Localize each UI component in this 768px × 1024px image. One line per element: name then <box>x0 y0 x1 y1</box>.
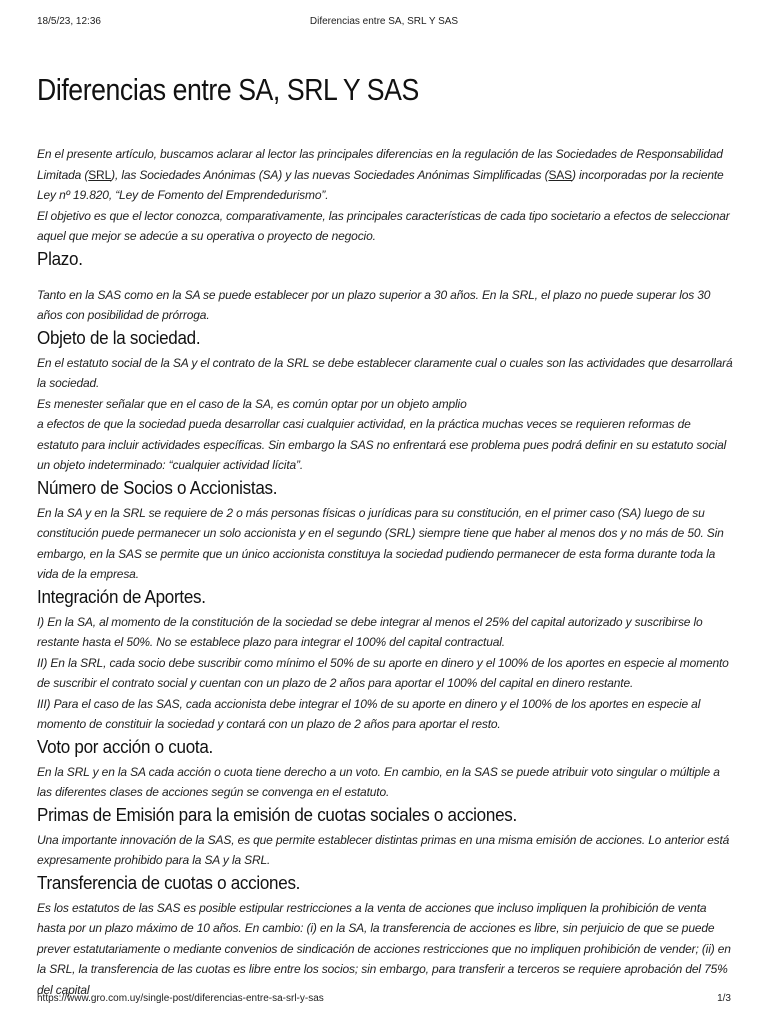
print-page-title: Diferencias entre SA, SRL Y SAS <box>309 16 459 27</box>
intro-paragraph-2: El objetivo es que el lector conozca, comparativamente, las principales características de cada tipo societario a efectos de seleccionar aquel que mejor se adecúe a su operativa o proyecto de negocio. <box>37 208 730 243</box>
section-paragraph: Tanto en la SAS como en la SA se puede establecer por un plazo superior a 30 años. En la SRL, el plazo no puede superar los 30 años con posibilidad de prórroga. <box>37 287 711 322</box>
section-paragraph: a efectos de que la sociedad pueda desarrollar casi cualquier actividad, en la práctica muchas veces se requieren reformas de estatuto para incluir actividades específicas. Sin embargo la SAS no enfrentará ese problema pues podrá definir en su estatuto social un objeto indeterminado: “cualquier actividad lícita”. <box>37 417 727 472</box>
section-heading-transferencia: Transferencia de cuotas o acciones. <box>37 871 301 893</box>
section-heading-aportes: Integración de Aportes. <box>37 585 206 607</box>
section-paragraph: Es los estatutos de las SAS es posible estipular restricciones a la venta de acciones que incluso impliquen la prohibición de venta hasta por un plazo máximo de 10 años. En cambio: (i) en la SA, la transferencia de acciones es libre, sin perjuicio de que se puede prever estatutariamente o mediante convenios de sindicación de acciones restricciones que no impliquen prohibición de vender; (ii) en la SRL, la transferencia de las cuotas es libre entre los socios; sin embargo, para transferir a terceros se requiere aprobación del 75% del capital <box>37 900 731 997</box>
print-footer <box>37 993 731 1007</box>
section-paragraph: En la SRL y en la SA cada acción o cuota tiene derecho a un voto. En cambio, en la SAS se puede atribuir voto singular o múltiple a las diferentes clases de acciones según se convenga en el estatuto. <box>37 764 720 799</box>
intro-paragraph-1: En el presente artículo, buscamos aclarar al lector las principales diferencias en la regulación de las Sociedades de Responsabilidad Limitada (SRL), las Sociedades Anónimas (SA) y las nuevas Sociedades Anónimas Simplificadas (SAS) incorporadas por la reciente Ley nº 19.820, “Ley de Fomento del Emprendedurismo”. <box>37 147 724 202</box>
section-heading-socios: Número de Socios o Accionistas. <box>37 476 278 498</box>
section-heading-primas: Primas de Emisión para la emisión de cuotas sociales o acciones. <box>37 803 517 825</box>
section-heading-plazo: Plazo. <box>37 247 83 269</box>
article-intro <box>37 144 733 247</box>
section-heading-voto: Voto por acción o cuota. <box>37 735 213 757</box>
article-title: Diferencias entre SA, SRL Y SAS <box>37 72 419 107</box>
section-paragraph: En la SA y en la SRL se requiere de 2 o más personas físicas o jurídicas para su constitución, en el primer caso (SA) luego de su constitución puede permanecer un solo accionista y en el segundo (SRL) siempre tiene que haber al menos dos y no más de 50. Sin embargo, en la SAS se permite que un único accionista constituya la sociedad pudiendo permanecer de esta forma durante toda la vida de la empresa. <box>37 505 724 581</box>
sas-link[interactable]: SAS <box>548 167 572 182</box>
page-number: 1/3 <box>717 993 731 1004</box>
section-paragraph: I) En la SA, al momento de la constitución de la sociedad se debe integrar al menos el 25% del capital autorizado y suscribirse lo restante hasta el 50%. No se establece plazo para integrar el 100% del capital contractual. <box>37 614 703 649</box>
print-datetime: 18/5/23, 12:36 <box>37 16 101 27</box>
section-paragraph: II) En la SRL, cada socio debe suscribir como mínimo el 50% de su aporte en dinero y el 100% de los aportes en especie al momento de suscribir el contrato social y cuentan con un plazo de 2 años para aportar el 100% del capital en dinero restante. <box>37 655 729 690</box>
section-paragraph: III) Para el caso de las SAS, cada accionista debe integrar el 10% de su aporte en dinero y el 100% de los aportes en especie al momento de constituir la sociedad y contará con un plazo de 2 años para aportar el resto. <box>37 696 701 731</box>
article <box>37 70 733 1000</box>
page-url-link[interactable]: https://www.gro.com.uy/single-post/diferencias-entre-sa-srl-y-sas <box>37 993 324 1004</box>
section-paragraph: Una importante innovación de la SAS, es que permite establecer distintas primas en una misma emisión de acciones. Lo anterior está expresamente prohibido para la SA y la SRL. <box>37 832 730 867</box>
section-heading-objeto: Objeto de la sociedad. <box>37 326 201 348</box>
srl-link[interactable]: SRL <box>88 167 112 182</box>
section-paragraph: Es menester señalar que en el caso de la SA, es común optar por un objeto amplio <box>37 396 467 411</box>
print-header <box>37 16 731 30</box>
section-paragraph: En el estatuto social de la SA y el contrato de la SRL se debe establecer claramente cual o cuales son las actividades que desarrollará la sociedad. <box>37 355 733 390</box>
